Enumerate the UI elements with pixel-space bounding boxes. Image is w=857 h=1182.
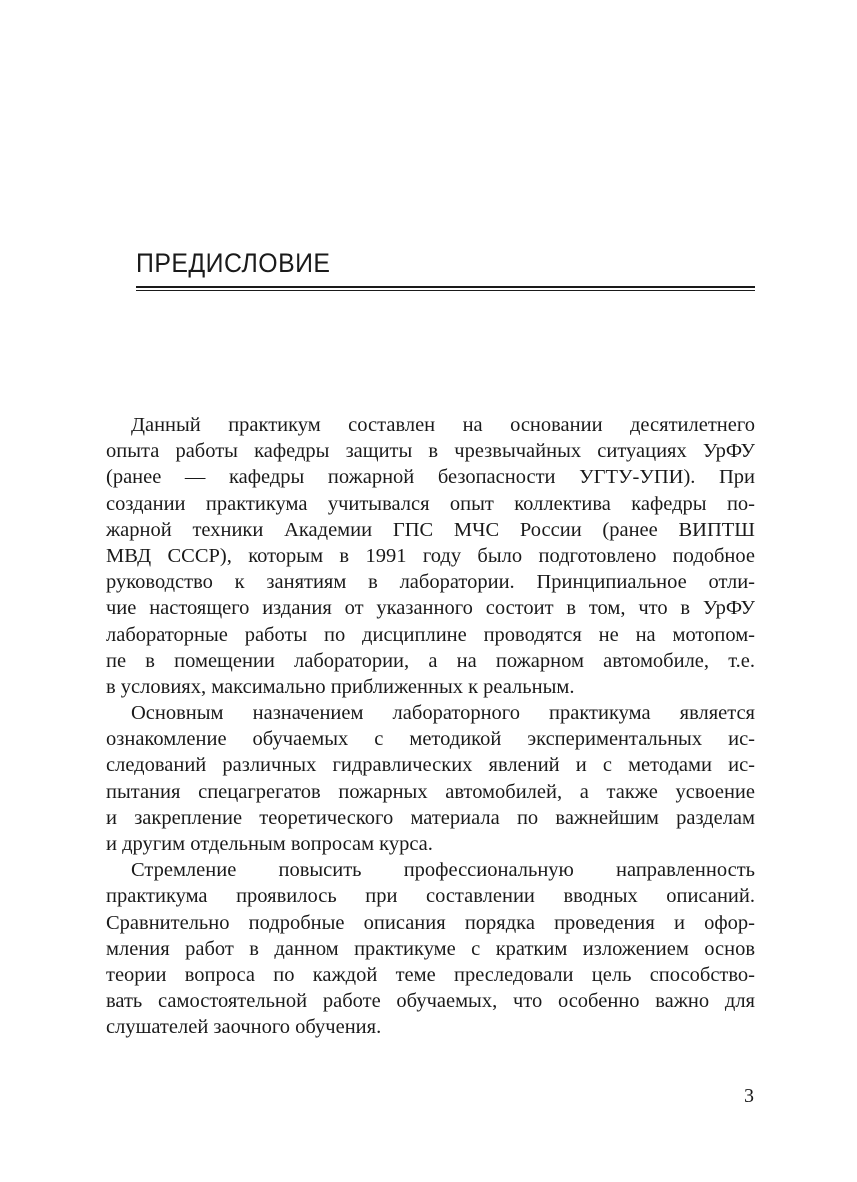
text-line: чие настоящего издания от указанного состоит в том, что в УрФУ (106, 597, 755, 620)
text-line: МВД СССР), которым в 1991 году было подготовлено подобное (106, 544, 755, 567)
text-line: жарной техники Академии ГПС МЧС России (ранее ВИПТШ (106, 518, 755, 541)
text-line: пе в помещении лаборатории, а на пожарном автомобиле, т.е. (106, 649, 755, 672)
paragraph (106, 412, 755, 700)
text-line: теории вопроса по каждой теме преследовали цель способство- (106, 963, 755, 986)
text-line: ознакомление обучаемых с методикой экспериментальных ис- (106, 728, 755, 751)
text-line: Данный практикум составлен на основании десятилетнего (131, 414, 755, 436)
text-line: слушателей заочного обучения. (106, 1016, 382, 1039)
section-heading: ПРЕДИСЛОВИЕ (136, 248, 331, 278)
text-line: в условиях, максимально приближенных к реальным. (106, 675, 575, 698)
text-line: создании практикума учитывался опыт коллектива кафедры по- (106, 492, 755, 515)
body-text (106, 412, 755, 1041)
heading-rule-thick (136, 286, 755, 288)
text-line: мления работ в данном практикуме с кратким изложением основ (106, 937, 755, 960)
text-line: вать самостоятельной работе обучаемых, что особенно важно для (106, 990, 755, 1013)
text-line: и закрепление теоретического материала по важнейшим разделам (106, 806, 755, 829)
page-number: 3 (744, 1085, 754, 1107)
text-line: следований различных гидравлических явлений и с методами ис- (106, 754, 755, 777)
text-line: пытания спецагрегатов пожарных автомобилей, а также усвоение (106, 780, 755, 803)
text-line: (ранее — кафедры пожарной безопасности УГТУ-УПИ). При (106, 466, 755, 489)
text-line: опыта работы кафедры защиты в чрезвычайных ситуациях УрФУ (106, 440, 755, 463)
text-line: и другим отдельным вопросам курса. (106, 833, 433, 855)
text-line: Сравнительно подробные описания порядка проведения и офор- (106, 911, 755, 934)
text-line: Стремление повысить профессиональную направленность (131, 859, 755, 882)
heading-rule-thin (136, 290, 755, 291)
paragraph (106, 700, 755, 857)
text-line: руководство к занятиям в лаборатории. Принципиальное отли- (106, 571, 755, 594)
text-line: практикума проявилось при составлении вводных описаний. (106, 885, 755, 908)
paragraph (106, 857, 755, 1040)
text-line: Основным назначением лабораторного практикума является (131, 702, 755, 725)
text-line: лабораторные работы по дисциплине проводятся не на мотопом- (106, 623, 755, 646)
